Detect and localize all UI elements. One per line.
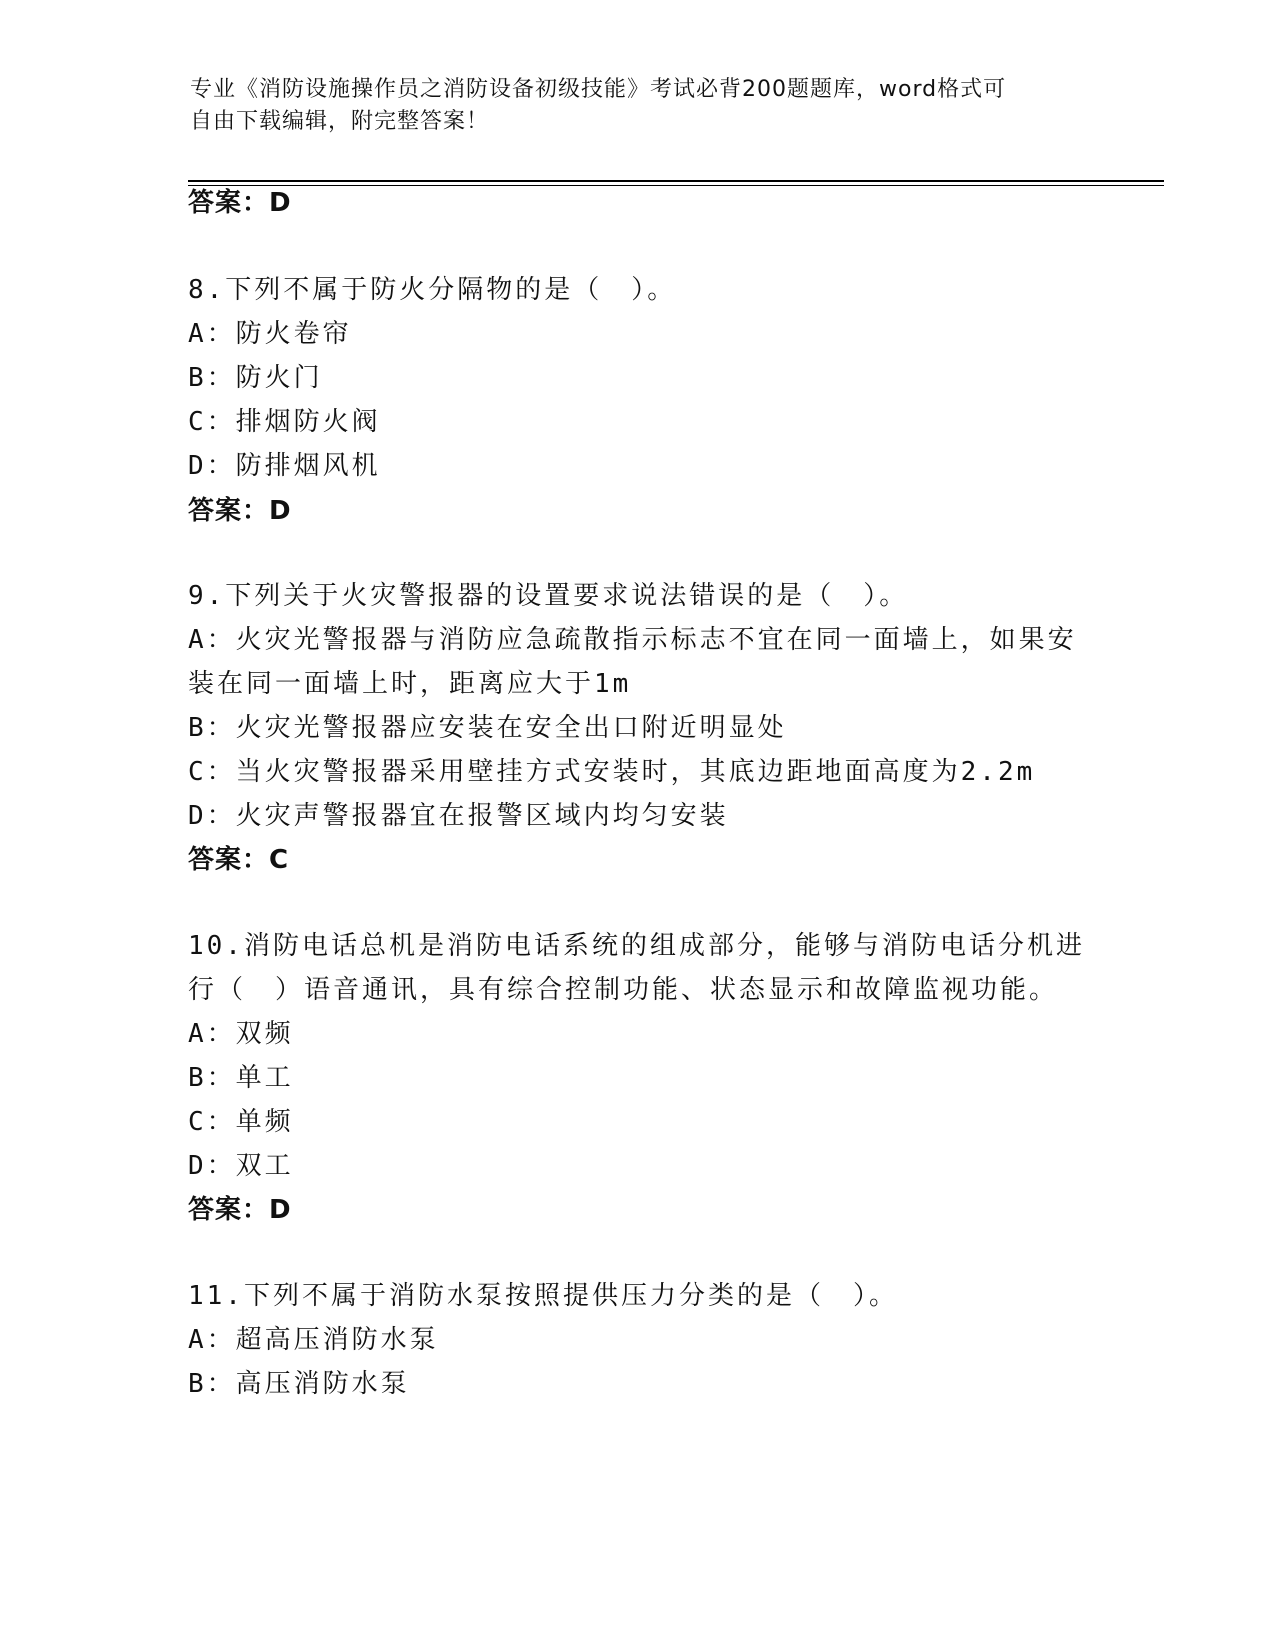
question-9-option-a-line-2: 装在同一面墙上时，距离应大于1m (188, 669, 632, 699)
question-9-option-b: B：火灾光警报器应安装在安全出口附近明显处 (188, 713, 787, 743)
question-10-option-d: D：双工 (188, 1151, 294, 1181)
question-8-stem: 8.下列不属于防火分隔物的是（ ）。 (188, 275, 677, 305)
question-10-stem-line-1: 10.消防电话总机是消防电话系统的组成部分，能够与消防电话分机进 (188, 931, 1085, 961)
document-header (190, 74, 1090, 138)
question-10-option-b: B：单工 (188, 1063, 294, 1093)
question-9-option-c: C：当火灾警报器采用壁挂方式安装时，其底边距地面高度为2.2m (188, 757, 1036, 787)
question-11-option-b: B：高压消防水泵 (188, 1369, 410, 1399)
question-10-answer: 答案：D (188, 1195, 292, 1225)
question-8-option-d: D：防排烟风机 (188, 451, 381, 481)
question-10-stem-line-2: 行（ ）语音通讯，具有综合控制功能、状态显示和故障监视功能。 (188, 975, 1059, 1005)
question-9-answer: 答案：C (188, 845, 290, 875)
question-9-stem: 9.下列关于火灾警报器的设置要求说法错误的是（ ）。 (188, 581, 909, 611)
header-rule (188, 180, 1164, 182)
question-10-option-a: A：双频 (188, 1019, 294, 1049)
question-10-option-c: C：单频 (188, 1107, 294, 1137)
question-11-stem: 11.下列不属于消防水泵按照提供压力分类的是（ ）。 (188, 1281, 898, 1311)
question-8-option-c: C：排烟防火阀 (188, 407, 381, 437)
question-9-option-d: D：火灾声警报器宜在报警区域内均匀安装 (188, 801, 729, 831)
question-8-option-a: A：防火卷帘 (188, 319, 352, 349)
question-8-option-b: B：防火门 (188, 363, 323, 393)
answer-previous: 答案：D (188, 188, 292, 218)
header-line-2: 自由下载编辑，附完整答案！ (190, 109, 490, 134)
header-line-1: 专业《消防设施操作员之消防设备初级技能》考试必背200题题库，word格式可 (190, 77, 1007, 102)
header-rule-secondary (188, 185, 1164, 186)
question-9-option-a-line-1: A：火灾光警报器与消防应急疏散指示标志不宜在同一面墙上，如果安 (188, 625, 1077, 655)
question-8-answer: 答案：D (188, 496, 292, 526)
question-11-option-a: A：超高压消防水泵 (188, 1325, 439, 1355)
